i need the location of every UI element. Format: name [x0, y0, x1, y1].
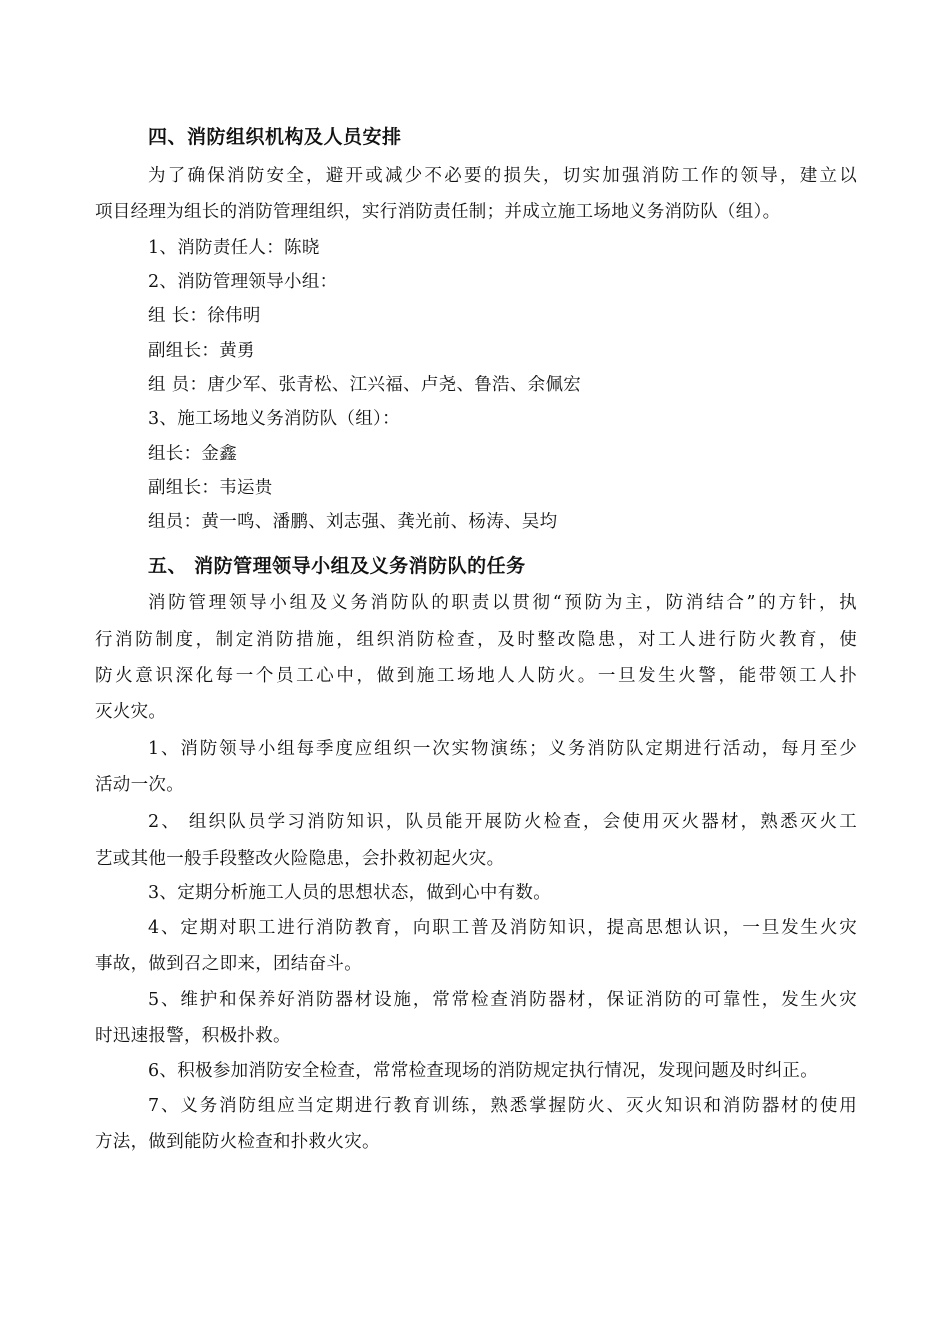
section-4-intro-line-1: 为了确保消防安全，避开或减少不必要的损失，切实加强消防工作的领导，建立以 — [148, 166, 857, 186]
section-5-intro-line-1: 消防管理领导小组及义务消防队的职责以贯彻“预防为主，防消结合”的方针，执 — [148, 593, 857, 613]
leadership-group-title: 2、消防管理领导小组： — [148, 272, 338, 292]
task-item-2-line-2: 艺或其他一般手段整改火险隐患，会扑救初起火灾。 — [95, 849, 505, 869]
task-item-7-line-1: 7、义务消防组应当定期进行教育训练，熟悉掌握防火、灭火知识和消防器材的使用 — [148, 1096, 857, 1116]
group-leader: 组 长：徐伟明 — [148, 306, 261, 326]
task-item-1-line-1: 1、消防领导小组每季度应组织一次实物演练；义务消防队定期进行活动，每月至少 — [148, 739, 857, 759]
task-item-3: 3、定期分析施工人员的思想状态，做到心中有数。 — [148, 883, 552, 903]
section-5-intro-line-4: 灭火灾。 — [95, 702, 167, 722]
team-leader: 组长：金鑫 — [148, 444, 237, 464]
group-members: 组 员：唐少军、张青松、江兴福、卢尧、鲁浩、余佩宏 — [148, 375, 582, 395]
task-item-4-line-2: 事故，做到召之即来，团结奋斗。 — [95, 954, 362, 974]
team-vice-leader: 副组长：韦运贵 — [148, 478, 273, 498]
fire-responsible-person: 1、消防责任人：陈晓 — [148, 238, 320, 258]
task-item-2-line-1: 2、 组织队员学习消防知识，队员能开展防火检查，会使用灭火器材，熟悉灭火工 — [148, 812, 857, 832]
task-item-7-line-2: 方法，做到能防火检查和扑救火灾。 — [95, 1132, 380, 1152]
group-vice-leader: 副组长：黄勇 — [148, 341, 255, 361]
section-5-intro-line-3: 防火意识深化每一个员工心中，做到施工场地人人防火。一旦发生火警，能带领工人扑 — [95, 666, 857, 686]
team-members: 组员：黄一鸣、潘鹏、刘志强、龚光前、杨涛、吴均 — [148, 512, 558, 532]
task-item-4-line-1: 4、定期对职工进行消防教育，向职工普及消防知识，提高思想认识，一旦发生火灾 — [148, 918, 857, 938]
task-item-5-line-1: 5、维护和保养好消防器材设施，常常检查消防器材，保证消防的可靠性，发生火灾 — [148, 990, 857, 1010]
section-5-heading: 五、 消防管理领导小组及义务消防队的任务 — [148, 555, 526, 577]
section-5-intro-line-2: 行消防制度，制定消防措施，组织消防检查，及时整改隐患，对工人进行防火教育，使 — [95, 630, 857, 650]
section-4-intro-line-2: 项目经理为组长的消防管理组织，实行消防责任制；并成立施工场地义务消防队（组）。 — [95, 202, 781, 222]
task-item-1-line-2: 活动一次。 — [95, 775, 184, 795]
volunteer-team-title: 3、施工场地义务消防队（组）： — [148, 409, 400, 429]
task-item-6: 6、积极参加消防安全检查，常常检查现场的消防规定执行情况，发现问题及时纠正。 — [148, 1061, 819, 1081]
section-4-heading: 四、消防组织机构及人员安排 — [148, 126, 402, 148]
task-item-5-line-2: 时迅速报警，积极扑救。 — [95, 1026, 291, 1046]
